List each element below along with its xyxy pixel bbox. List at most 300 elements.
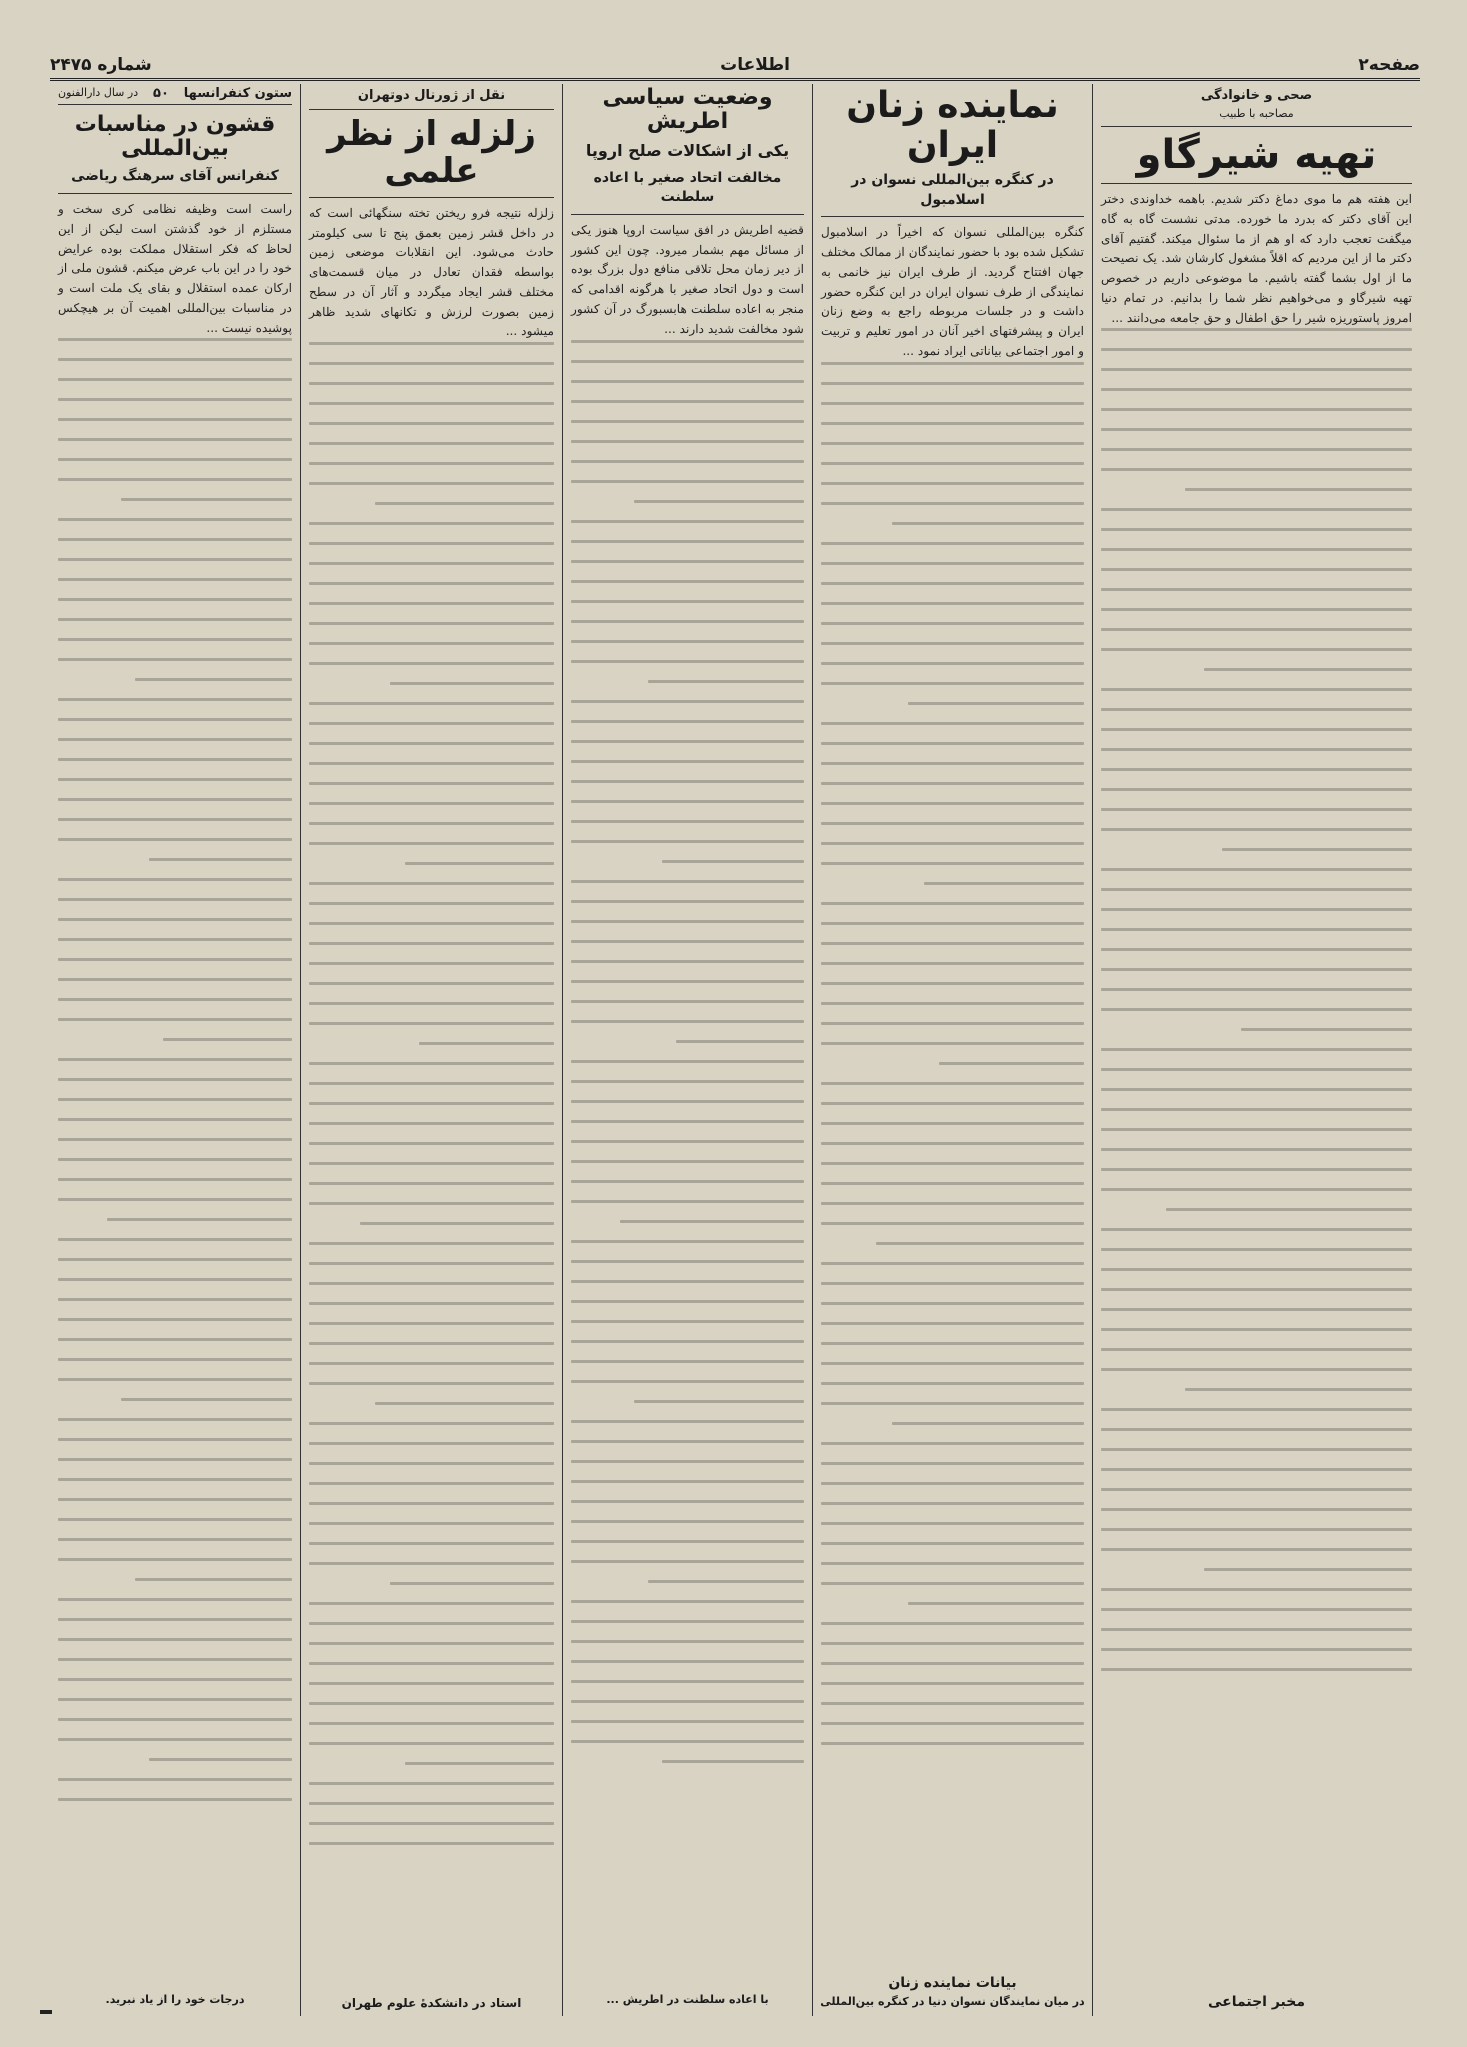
- text-line: [58, 1318, 292, 1321]
- text-line: [309, 1802, 554, 1805]
- text-line: [571, 380, 804, 383]
- text-line: [58, 518, 292, 521]
- text-line: [662, 860, 804, 863]
- text-line: [634, 500, 804, 503]
- text-line: [405, 1762, 554, 1765]
- text-line: [571, 620, 804, 623]
- text-line: [309, 442, 554, 445]
- divider: [58, 193, 292, 194]
- text-line: [1204, 1568, 1412, 1571]
- text-line: [58, 818, 292, 821]
- text-line: [309, 362, 554, 365]
- text-line: [821, 1722, 1084, 1725]
- text-line: [1101, 1188, 1412, 1191]
- text-line: [309, 382, 554, 385]
- text-line: [1101, 1508, 1412, 1511]
- article-body: کنگره بین‌المللی نسوان که اخیراً در اسلامبول تشکیل شده بود با حضور نمایندگان از ممالک مختلف جهان افتتاح گردید. از طرف ایران نیز خانمی به نمایندگی از طرف نسوان ایران در این کنگره حضور داشت و در جلسات مربوطه راجع به وضع زنان ایران و پیشرفتهای اخیر آنان در امور تعلیم و تربیت و امور اجتماعی بیاناتی ایراد نمود ...: [821, 225, 1084, 358]
- text-line: [821, 462, 1084, 465]
- text-line: [309, 622, 554, 625]
- text-line: [821, 922, 1084, 925]
- text-line: [1101, 1408, 1412, 1411]
- text-line: [309, 542, 554, 545]
- box-label: ستون کنفرانسها: [183, 86, 292, 101]
- text-line: [1101, 1588, 1412, 1591]
- text-line: [309, 1062, 554, 1065]
- text-line: [821, 1702, 1084, 1705]
- text-line: [1101, 1368, 1412, 1371]
- text-line: [571, 1480, 804, 1483]
- text-line: [571, 980, 804, 983]
- text-line: [309, 702, 554, 705]
- text-line: [1101, 648, 1412, 651]
- text-line: [648, 1580, 804, 1583]
- text-line: [309, 422, 554, 425]
- article-text-lines: [58, 338, 292, 1801]
- text-line: [58, 1458, 292, 1461]
- text-line: [309, 962, 554, 965]
- text-line: [1101, 868, 1412, 871]
- text-line: [1101, 1068, 1412, 1071]
- text-line: [1101, 448, 1412, 451]
- text-line: [821, 642, 1084, 645]
- divider: [1101, 126, 1412, 127]
- text-line: [1101, 1088, 1412, 1091]
- text-line: [821, 1302, 1084, 1305]
- text-line: [309, 1242, 554, 1245]
- text-line: [571, 1180, 804, 1183]
- article-body: راست است وظیفه نظامی کری سخت و مستلزم از خود گذشتن است لیکن از این لحاظ که فکر استقلال مملکت بوده عرایض خود را در این باب عرض میکنم. قشون ملی از ارکان عمده استقلال و بقای یک ملت است و در مناسبات بین‌المللی اهمیت آن بر هیچکس پوشیده نیست ...: [58, 201, 292, 335]
- text-line: [571, 1000, 804, 1003]
- text-line: [58, 738, 292, 741]
- divider: [1101, 183, 1412, 184]
- text-line: [821, 362, 1084, 365]
- text-line: [1101, 1348, 1412, 1351]
- text-line: [821, 1262, 1084, 1265]
- text-line: [58, 1238, 292, 1241]
- text-line: [58, 1358, 292, 1361]
- column-earthquake: [300, 84, 562, 2016]
- text-line: [309, 1422, 554, 1425]
- article-text-lines: [309, 342, 554, 1845]
- text-line: [135, 678, 292, 681]
- text-line: [58, 1638, 292, 1641]
- text-line: [821, 842, 1084, 845]
- text-line: [821, 1662, 1084, 1665]
- column-women: [812, 84, 1092, 2016]
- text-line: [1101, 1608, 1412, 1611]
- subheadline: کنفرانس آقای سرهنگ ریاضی: [71, 168, 279, 185]
- text-line: [1101, 1128, 1412, 1131]
- text-line: [821, 802, 1084, 805]
- text-line: [58, 1098, 292, 1101]
- text-line: [1101, 328, 1412, 331]
- article-text-lines: [571, 340, 804, 1763]
- text-line: [1101, 888, 1412, 891]
- text-line: [571, 540, 804, 543]
- text-line: [58, 1658, 292, 1661]
- headline-army: قشون در مناسبات بین‌المللی: [74, 112, 276, 162]
- divider: [571, 214, 804, 215]
- text-line: [571, 1340, 804, 1343]
- text-line: [821, 1382, 1084, 1385]
- text-line: [58, 1198, 292, 1201]
- text-line: [58, 618, 292, 621]
- text-line: [149, 858, 292, 861]
- text-line: [821, 602, 1084, 605]
- text-line: [571, 1200, 804, 1203]
- text-line: [892, 522, 1084, 525]
- text-line: [1101, 1468, 1412, 1471]
- text-line: [58, 1718, 292, 1721]
- text-line: [58, 378, 292, 381]
- text-line: [571, 1280, 804, 1283]
- text-line: [1101, 1448, 1412, 1451]
- text-line: [309, 462, 554, 465]
- text-line: [821, 502, 1084, 505]
- text-line: [821, 1522, 1084, 1525]
- text-line: [309, 1622, 554, 1625]
- text-line: [58, 418, 292, 421]
- text-line: [571, 820, 804, 823]
- text-line: [58, 798, 292, 801]
- text-line: [571, 840, 804, 843]
- text-line: [309, 1482, 554, 1485]
- text-line: [58, 1158, 292, 1161]
- text-line: [309, 1722, 554, 1725]
- text-line: [876, 1242, 1084, 1245]
- text-line: [390, 682, 554, 685]
- text-line: [821, 822, 1084, 825]
- text-line: [309, 482, 554, 485]
- text-line: [309, 342, 554, 345]
- text-line: [571, 480, 804, 483]
- text-line: [309, 1842, 554, 1845]
- text-line: [1101, 628, 1412, 631]
- section-kicker: صحی و خانوادگی: [1200, 88, 1313, 103]
- text-line: [1101, 1668, 1412, 1671]
- text-line: [821, 1322, 1084, 1325]
- text-line: [821, 1442, 1084, 1445]
- text-line: [121, 1398, 292, 1401]
- text-line: [892, 1422, 1084, 1425]
- text-line: [821, 1362, 1084, 1365]
- text-line: [1101, 928, 1412, 931]
- text-line: [571, 1520, 804, 1523]
- text-line: [360, 1222, 554, 1225]
- text-line: [821, 662, 1084, 665]
- text-line: [58, 938, 292, 941]
- text-line: [1101, 348, 1412, 351]
- text-line: [405, 862, 554, 865]
- text-line: [1101, 788, 1412, 791]
- text-line: [58, 1418, 292, 1421]
- headline-earthquake: زلزله از نظر علمی: [327, 114, 536, 192]
- section-subkicker: مصاحبه با طبیب: [1219, 107, 1294, 120]
- text-line: [821, 1542, 1084, 1545]
- text-line: [821, 1222, 1084, 1225]
- text-line: [1101, 588, 1412, 591]
- text-line: [939, 1062, 1084, 1065]
- text-line: [309, 662, 554, 665]
- byline: استاد در دانشکدهٔ علوم طهران: [341, 1996, 522, 2010]
- text-line: [1101, 548, 1412, 551]
- text-line: [309, 1742, 554, 1745]
- text-line: [58, 1298, 292, 1301]
- text-line: [58, 1338, 292, 1341]
- text-line: [309, 1642, 554, 1645]
- page-corner-mark: [40, 2010, 52, 2014]
- footnote: با اعاده سلطنت در اطریش ...: [606, 1993, 769, 2006]
- column-austria: [562, 84, 812, 2016]
- text-line: [1101, 1308, 1412, 1311]
- text-line: [1101, 748, 1412, 751]
- text-line: [821, 1122, 1084, 1125]
- divider: [821, 216, 1084, 217]
- text-line: [58, 1178, 292, 1181]
- text-line: [309, 1782, 554, 1785]
- text-line: [1101, 1108, 1412, 1111]
- text-line: [571, 580, 804, 583]
- text-line: [1101, 908, 1412, 911]
- divider: [309, 109, 554, 110]
- text-line: [571, 400, 804, 403]
- footnote: در میان نمایندگان نسوان دنیا در کنگره بین‌المللی: [820, 1995, 1085, 2008]
- text-line: [58, 338, 292, 341]
- text-line: [1101, 1228, 1412, 1231]
- text-line: [309, 1182, 554, 1185]
- text-line: [821, 742, 1084, 745]
- text-line: [1101, 1628, 1412, 1631]
- text-line: [309, 1362, 554, 1365]
- text-line: [1101, 1288, 1412, 1291]
- text-line: [571, 660, 804, 663]
- text-line: [58, 1738, 292, 1741]
- text-line: [571, 780, 804, 783]
- text-line: [58, 1058, 292, 1061]
- text-line: [1101, 468, 1412, 471]
- text-line: [58, 1598, 292, 1601]
- text-line: [309, 1562, 554, 1565]
- text-line: [571, 760, 804, 763]
- text-line: [821, 542, 1084, 545]
- text-line: [1101, 688, 1412, 691]
- text-line: [58, 398, 292, 401]
- text-line: [571, 1700, 804, 1703]
- text-line: [390, 1582, 554, 1585]
- text-line: [821, 622, 1084, 625]
- text-line: [571, 880, 804, 883]
- text-line: [821, 1342, 1084, 1345]
- text-line: [821, 442, 1084, 445]
- text-line: [309, 1502, 554, 1505]
- text-line: [309, 1262, 554, 1265]
- subheadline: در کنگره بین‌المللی نسوان در اسلامبول: [851, 172, 1054, 208]
- text-line: [571, 1020, 804, 1023]
- text-line: [309, 882, 554, 885]
- text-line: [821, 482, 1084, 485]
- text-line: [908, 1602, 1084, 1605]
- text-line: [1101, 768, 1412, 771]
- text-line: [58, 478, 292, 481]
- text-line: [571, 1300, 804, 1303]
- text-line: [1101, 1548, 1412, 1551]
- text-line: [571, 1740, 804, 1743]
- text-line: [571, 1380, 804, 1383]
- text-line: [309, 522, 554, 525]
- text-line: [1101, 808, 1412, 811]
- text-line: [58, 638, 292, 641]
- text-line: [571, 360, 804, 363]
- text-line: [1101, 1648, 1412, 1651]
- text-line: [58, 1698, 292, 1701]
- text-line: [908, 702, 1084, 705]
- text-line: [309, 1342, 554, 1345]
- text-line: [821, 1002, 1084, 1005]
- text-line: [309, 1442, 554, 1445]
- text-line: [309, 742, 554, 745]
- text-line: [648, 680, 804, 683]
- text-line: [163, 1038, 292, 1041]
- text-line: [571, 1620, 804, 1623]
- text-line: [58, 1258, 292, 1261]
- text-line: [309, 1082, 554, 1085]
- text-line: [58, 658, 292, 661]
- text-line: [1185, 1388, 1412, 1391]
- text-line: [309, 602, 554, 605]
- text-line: [821, 1402, 1084, 1405]
- text-line: [309, 1022, 554, 1025]
- text-line: [821, 1082, 1084, 1085]
- text-line: [1101, 728, 1412, 731]
- subheadline-2: مخالفت اتحاد صغیر با اعاده سلطنت: [593, 169, 782, 206]
- text-line: [309, 642, 554, 645]
- text-line: [571, 1240, 804, 1243]
- text-line: [58, 358, 292, 361]
- text-line: [1101, 388, 1412, 391]
- text-line: [821, 1462, 1084, 1465]
- text-line: [58, 898, 292, 901]
- text-line: [309, 562, 554, 565]
- text-line: [309, 902, 554, 905]
- text-line: [1101, 368, 1412, 371]
- text-line: [1101, 508, 1412, 511]
- text-line: [309, 402, 554, 405]
- text-line: [571, 420, 804, 423]
- text-line: [821, 402, 1084, 405]
- text-line: [1101, 1268, 1412, 1271]
- section-kicker: نقل از ژورنال دوتهران: [357, 88, 506, 103]
- text-line: [571, 1080, 804, 1083]
- text-line: [1101, 408, 1412, 411]
- text-line: [58, 1558, 292, 1561]
- text-line: [58, 538, 292, 541]
- text-line: [309, 782, 554, 785]
- article-text-lines: [821, 362, 1084, 1745]
- text-line: [821, 1102, 1084, 1105]
- text-line: [58, 578, 292, 581]
- text-line: [821, 1642, 1084, 1645]
- issue-number: شماره ۲۴۷۵: [50, 55, 152, 75]
- text-line: [1101, 1428, 1412, 1431]
- text-line: [571, 1640, 804, 1643]
- text-line: [1101, 1008, 1412, 1011]
- text-line: [309, 1602, 554, 1605]
- newspaper-name: اطلاعات: [720, 55, 790, 75]
- text-line: [571, 1160, 804, 1163]
- text-line: [1101, 708, 1412, 711]
- text-line: [1101, 608, 1412, 611]
- text-line: [1101, 1528, 1412, 1531]
- text-line: [309, 762, 554, 765]
- text-line: [309, 1282, 554, 1285]
- text-line: [821, 1742, 1084, 1745]
- text-line: [821, 962, 1084, 965]
- text-line: [571, 1420, 804, 1423]
- text-line: [1101, 428, 1412, 431]
- text-line: [821, 1042, 1084, 1045]
- text-line: [571, 1500, 804, 1503]
- text-line: [571, 1460, 804, 1463]
- text-line: [571, 560, 804, 563]
- text-line: [58, 1378, 292, 1381]
- text-line: [571, 1120, 804, 1123]
- text-line: [1101, 568, 1412, 571]
- text-line: [58, 878, 292, 881]
- text-line: [58, 558, 292, 561]
- byline: بیانات نماینده زنان: [888, 1975, 1017, 1991]
- text-line: [821, 1682, 1084, 1685]
- text-line: [821, 422, 1084, 425]
- text-line: [571, 960, 804, 963]
- divider: [309, 197, 554, 198]
- text-line: [58, 1118, 292, 1121]
- text-line: [571, 900, 804, 903]
- text-line: [1101, 1328, 1412, 1331]
- text-line: [571, 1320, 804, 1323]
- text-line: [821, 862, 1084, 865]
- text-line: [676, 1040, 804, 1043]
- text-line: [571, 1360, 804, 1363]
- masthead: [50, 52, 1420, 81]
- text-line: [309, 1662, 554, 1665]
- text-line: [58, 1778, 292, 1781]
- text-line: [309, 1522, 554, 1525]
- text-line: [58, 918, 292, 921]
- text-line: [821, 982, 1084, 985]
- text-line: [58, 978, 292, 981]
- text-line: [571, 1540, 804, 1543]
- text-line: [309, 722, 554, 725]
- text-line: [58, 1618, 292, 1621]
- text-line: [821, 722, 1084, 725]
- column-conferences: [50, 84, 300, 2016]
- text-line: [821, 1482, 1084, 1485]
- text-line: [821, 382, 1084, 385]
- article-body: این هفته هم ما موی دماغ دکتر شدیم. باهمه خداوندی دختر این آقای دکتر که بدرد ما خورده. مدتی نشست گاه به گاه میگفت تعجب دارد که او هم از ما سئوال میکند. گفتیم آقای دکتر ما از این مردیم که اقلاً مشغول کارشان شد. یک نصیحت ما از اول بشما گفته باشیم. ما موضوعی داریم در خصوص تهیه شیرگاو و می‌خواهیم نظر شما را بدانیم. در تمام دنیا امروز پاستوریزه شیر را حق اطفال و حق جامعه می‌دانند ...: [1101, 192, 1412, 325]
- text-line: [571, 1660, 804, 1663]
- closing-line: درجات خود را از یاد نبرید.: [105, 1993, 245, 2006]
- text-line: [821, 902, 1084, 905]
- text-line: [821, 562, 1084, 565]
- text-line: [58, 1278, 292, 1281]
- text-line: [58, 1498, 292, 1501]
- text-line: [309, 1122, 554, 1125]
- text-line: [419, 1042, 554, 1045]
- text-line: [309, 1682, 554, 1685]
- text-line: [58, 698, 292, 701]
- text-line: [821, 1622, 1084, 1625]
- text-line: [309, 1542, 554, 1545]
